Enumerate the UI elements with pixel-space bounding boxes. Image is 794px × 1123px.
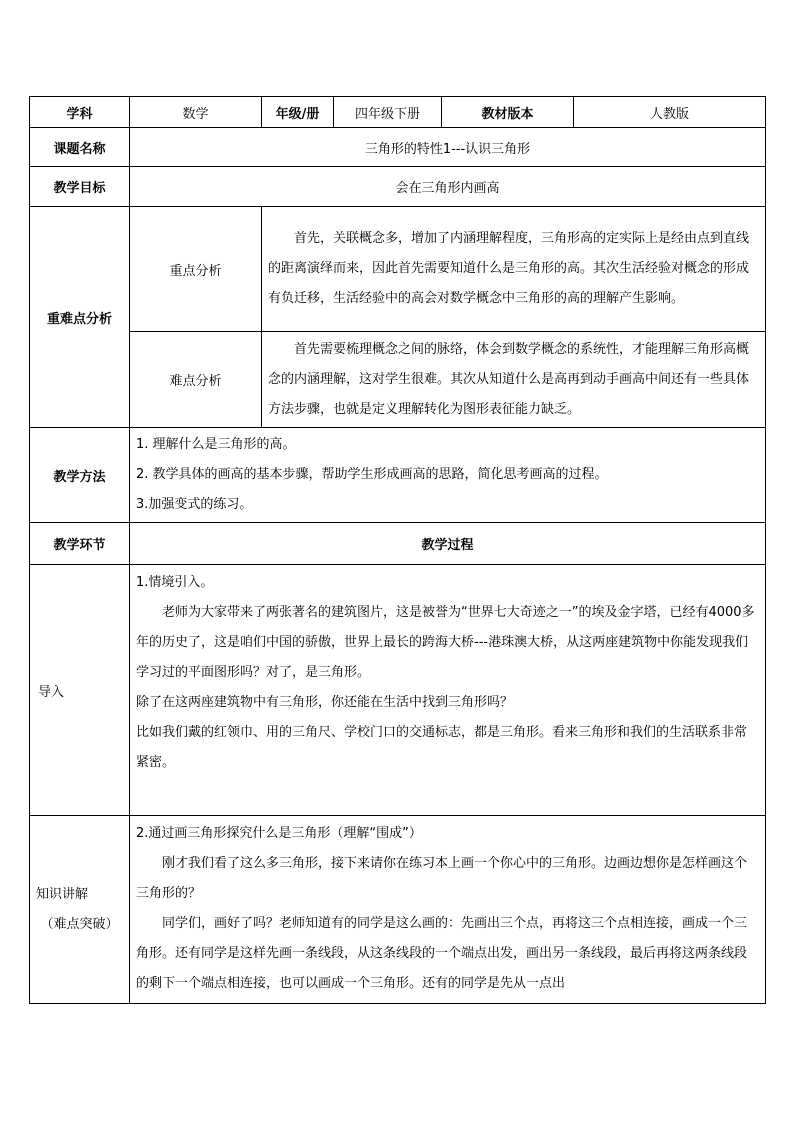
lesson-name-value: 三角形的特性1---认识三角形 — [130, 128, 766, 167]
intro-para-1: 老师为大家带来了两张著名的建筑图片，这是被誉为“世界七大奇迹之一”的埃及金字塔，已经有4000多年的历史了，这是咱们中国的骄傲，世界上最长的跨海大桥---港珠澳大桥，从这两座建筑物中你能发现我们学习过的平面图形吗？对了，是三角形。 — [136, 605, 755, 680]
focus-row — [30, 207, 766, 332]
intro-para-2: 除了在这两座建筑物中有三角形，你还能在生活中找到三角形吗？ — [136, 695, 514, 710]
difficulty-text: 首先需要梳理概念之间的脉络，体会到数学概念的系统性，才能理解三角形高概念的内涵理解，这对学生很难。其次从知道什么是高再到动手画高中间还有一些具体方法步骤，也就是定义理解转化为图形表征能力缺乏。 — [268, 341, 750, 417]
knowledge-row — [30, 816, 766, 1004]
header-row — [30, 97, 766, 128]
intro-para-3: 比如我们戴的红领巾、用的三角尺、学校门口的交通标志，都是三角形。看来三角形和我们的生活联系非常紧密。 — [136, 725, 748, 770]
subject-value: 数学 — [130, 97, 262, 128]
focus-text: 首先，关联概念多，增加了内涵理解程度，三角形高的定实际上是经由点到直线的距离演绎而来，因此首先需要知道什么是三角形的高。其次生活经验对概念的形成有负迁移，生活经验中的高会对数学概念中三角形的高的理解产生影响。 — [268, 231, 750, 306]
key-points-label: 重难点分析 — [30, 207, 130, 428]
knowledge-label-line-1: 知识讲解 — [36, 886, 89, 902]
intro-line-1: 1.情境引入。 — [136, 575, 214, 590]
intro-row — [30, 565, 766, 816]
lesson-plan-table — [29, 96, 766, 1004]
intro-content — [130, 565, 766, 816]
difficulty-text-cell — [262, 332, 766, 428]
lesson-name-label: 课题名称 — [30, 128, 130, 167]
difficulty-label: 难点分析 — [130, 332, 262, 428]
knowledge-label-line-2: （难点突破） — [40, 916, 119, 932]
intro-label: 导入 — [30, 565, 130, 816]
subject-label: 学科 — [30, 97, 130, 128]
methods-list — [130, 428, 766, 523]
knowledge-para-2: 同学们，画好了吗？老师知道有的同学是这么画的：先画出三个点，再将这三个点相连接，画成一个三角形。还有同学是这样先画一条线段，从这条线段的一个端点出发，画出另一条线段，最后再将这两条线段的剩下一个端点相连接，也可以画成一个三角形。还有的同学是先从一点出 — [136, 916, 748, 991]
process-label: 教学过程 — [130, 523, 766, 565]
objective-row — [30, 167, 766, 207]
objective-label: 教学目标 — [30, 167, 130, 207]
knowledge-para-1: 刚才我们看了这么多三角形，接下来请你在练习本上画一个你心中的三角形。边画边想你是怎样画这个三角形的？ — [136, 856, 748, 901]
objective-value: 会在三角形内画高 — [130, 167, 766, 207]
knowledge-content — [130, 816, 766, 1004]
edition-value: 人教版 — [574, 97, 766, 128]
method-item-1: 1. 理解什么是三角形的高。 — [136, 437, 296, 452]
focus-label: 重点分析 — [130, 207, 262, 332]
methods-label: 教学方法 — [30, 428, 130, 523]
difficulty-row — [30, 332, 766, 428]
knowledge-line-1: 2.通过画三角形探究什么是三角形（理解“围成”） — [136, 826, 422, 841]
method-item-3: 3.加强变式的练习。 — [136, 497, 253, 512]
method-item-2: 2. 教学具体的画高的基本步骤，帮助学生形成画高的思路，简化思考画高的过程。 — [136, 467, 608, 482]
focus-text-cell — [262, 207, 766, 332]
knowledge-label — [30, 816, 130, 1004]
methods-row — [30, 428, 766, 523]
lesson-name-row — [30, 128, 766, 167]
stage-label: 教学环节 — [30, 523, 130, 565]
grade-value: 四年级下册 — [334, 97, 442, 128]
grade-label: 年级/册 — [262, 97, 334, 128]
process-header-row — [30, 523, 766, 565]
edition-label: 教材版本 — [442, 97, 574, 128]
